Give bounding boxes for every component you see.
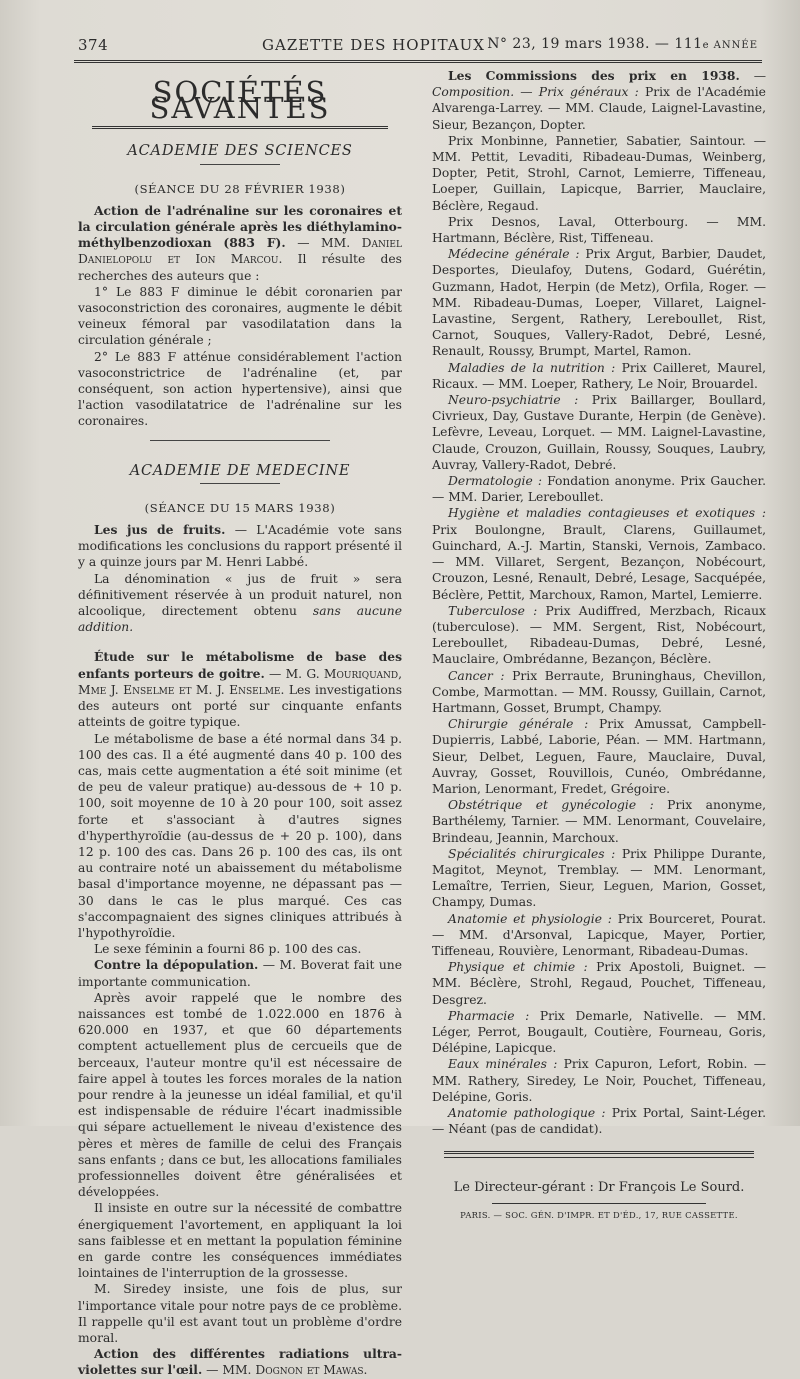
derm-text: Fondation anonyme. Prix Gaucher. — MM. Darier, Lereboullet. bbox=[432, 474, 766, 505]
article-adrenaline-lead: Il résulte des recherches des auteurs que : bbox=[78, 252, 402, 283]
directeur-gerant: Le Directeur-gérant : Dr François Le Sourd. bbox=[453, 1180, 745, 1196]
eaux-label: Eaux minérales : bbox=[448, 1057, 558, 1072]
obstetrique bbox=[432, 797, 766, 846]
medecine-generale-text: Prix Argut, Barbier, Daudet, Desportes, Dieulafoy, Dutens, Godard, Guérétin, Guzmann, Hadot, Herpin (de Metz), Orfila, Roger. — MM. Ribadeau-Dumas, Loeper, Villaret, Laignel-Lavastine, Sergent, Rathery, Lereboullet, Rist, Carnot, Souques, Vallery-Radot, Debré, Lesné, Renault, Roussy, Brumpt, Martel, Ramon. bbox=[432, 247, 766, 359]
anatomie bbox=[432, 911, 766, 960]
eaux-text: Prix Capuron, Lefort, Robin. — MM. Rathery, Siredey, Le Noir, Pouchet, Tiffeneau, Delépine, Goris. bbox=[432, 1057, 766, 1104]
article-adrenaline bbox=[78, 203, 402, 284]
anapath-label: Anatomie pathologique : bbox=[448, 1106, 606, 1120]
nutrition bbox=[432, 360, 766, 392]
phys-text: Prix Apostoli, Buignet. — MM. Béclère, Strohl, Regaud, Pouchet, Tiffeneau, Desgrez. bbox=[432, 960, 767, 1007]
article-jus-de-fruits bbox=[78, 522, 402, 571]
neuro-psychiatrie bbox=[432, 392, 766, 473]
gerant-rule bbox=[492, 1203, 706, 1204]
commissions-intro bbox=[432, 68, 766, 133]
end-rule bbox=[444, 1151, 754, 1154]
article-ultraviolet-authors: — MM. Dognon et Mawas. bbox=[206, 1363, 368, 1378]
academy-sciences-heading: ACADEMIE DES SCIENCES bbox=[127, 143, 353, 160]
section-rule bbox=[92, 126, 388, 129]
spec-label: Spécialités chirurgicales : bbox=[448, 846, 616, 861]
right-column bbox=[432, 68, 766, 1223]
spec-text: Prix Philippe Durante, Magitot, Meynot, Tremblay. — MM. Lenormant, Lemaître, Terrien, Sieur, Leguen, Marion, Gosset, Champy, Dumas. bbox=[432, 846, 766, 910]
medecine-generale bbox=[432, 246, 766, 359]
hyg-text: Prix Boulongne, Brault, Clarens, Guillaumet, Guinchard, A.-J. Martin, Stanski, Vernois, Zambaco. — MM. Villaret, Sergent, Bezançon, Nobécourt, Crouzon, Lesné, Renault, Debré, Lesage, Sacquépée, Béclère, Pettit, Marchoux, Ramon, Martel, Lemierre. bbox=[432, 522, 766, 602]
article-ultraviolet-title: Action des différentes radiations ultra-violettes sur l'œil. bbox=[78, 1346, 402, 1378]
cancer bbox=[432, 668, 766, 717]
adrenaline-point-1: 1° Le 883 F diminue le débit coronarien par vasoconstriction des coronaires, augmente le débit veineux fémoral par vasodilatation dans la circulation générale ; bbox=[78, 284, 402, 348]
eaux-minerales bbox=[432, 1056, 766, 1105]
cancer-label: Cancer : bbox=[448, 668, 505, 683]
article-depopulation-p3: Il insiste en outre sur la nécessité de combattre énergiquement l'avortement, en appliquant la loi sans faiblesse et en mettant la population féminine en garde contre les conséquences immédiates lointaines de l'interruption de la grossesse. bbox=[78, 1201, 402, 1281]
article-adrenaline-authors: — MM. Daniel Danielopolu et Ion Marcou. bbox=[78, 236, 402, 267]
article-goitre-text: Les investigations des auteurs ont porté sur cinquante enfants atteints de goitre typique. bbox=[78, 682, 402, 730]
anapath-text: Prix Portal, Saint-Léger. — Néant (pas de candidat). bbox=[432, 1106, 766, 1137]
prix-desnos: Prix Desnos, Laval, Otterbourg. — MM. Hartmann, Béclère, Rist, Tiffeneau. bbox=[432, 214, 766, 246]
article-depopulation-p4: M. Siredey insiste, une fois de plus, sur l'importance vitale pour notre pays de ce problème. Il rappelle qu'il est avant tout un problème d'ordre moral. bbox=[78, 1282, 402, 1346]
academy-medecine-heading: ACADEMIE DE MEDECINE bbox=[129, 462, 351, 479]
anat-label: Anatomie et physiologie : bbox=[448, 911, 612, 926]
commissions-composition: — Composition. — bbox=[432, 69, 766, 100]
chir-text: Prix Amussat, Campbell-Dupierris, Labbé, Laborie, Péan. — MM. Hartmann, Sieur, Delbet, Leguen, Faure, Mauclaire, Duval, Auvray, Gosset, Rouvillois, Cunéo, Ombrédanne, Marion, Lenormant, Fredet, Grégoire. bbox=[432, 717, 766, 796]
nutrition-text: Prix Cailleret, Maurel, Ricaux. — MM. Loeper, Rathery, Le Noir, Brouardel. bbox=[432, 360, 767, 391]
article-jus-p2 bbox=[78, 571, 402, 636]
obs-text: Prix anonyme, Barthélemy, Tarnier. — MM. Lenormant, Couvelaire, Brindeau, Jeannin, Marchoux. bbox=[432, 798, 766, 845]
tuberculose bbox=[432, 603, 766, 668]
derm-label: Dermatologie : bbox=[448, 474, 543, 489]
chir-label: Chirurgie générale : bbox=[448, 717, 589, 732]
prix-monbinne: Prix Monbinne, Pannetier, Sabatier, Saintour. — MM. Pettit, Levaditi, Ribadeau-Dumas, Weinberg, Dopter, Petit, Strohl, Carnot, Lemierre, Tiffeneau, Loeper, Guillain, Lapicque, Barrier, Mauclaire, Béclère, Regaud. bbox=[432, 133, 766, 213]
page-number: 374 bbox=[78, 36, 109, 54]
chirurgie bbox=[432, 716, 766, 797]
printer-line: PARIS. — SOC. GÉN. D'IMPR. ET D'ÉD., 17, RUE CASSETTE. bbox=[460, 1209, 738, 1220]
issue-main: N° 23, 19 mars 1938. — 111 bbox=[487, 36, 703, 52]
anat-text: Prix Bourceret, Pourat. — MM. d'Arsonval, Lapicque, Mayer, Portier, Tiffeneau, Rouvière, Lenormant, Ribadeau-Dumas. bbox=[432, 911, 766, 958]
adrenaline-point-2: 2° Le 883 F atténue considérablement l'action vasoconstrictrice de l'adrénaline (et, par conséquent, son action hypertensive), ainsi que l'action vasodilatatrice de l'adrénaline sur les coronaires. bbox=[78, 349, 402, 429]
physique bbox=[432, 959, 766, 1008]
pharm-text: Prix Demarle, Nativelle. — MM. Léger, Perrot, Bougault, Coutière, Fourneau, Goris, Délépine, Lapicque. bbox=[432, 1008, 766, 1056]
prix-generaux-text: Prix de l'Académie Alvarenga-Larrey. — MM. Claude, Laignel-Lavastine, Sieur, Bezançon, Dopter. bbox=[432, 85, 766, 132]
article-jus-title: Les jus de fruits. bbox=[94, 522, 226, 538]
article-goitre-title: Étude sur le métabolisme de base des enfants porteurs de goitre. bbox=[78, 649, 402, 681]
medecine-generale-label: Médecine générale : bbox=[448, 247, 580, 262]
article-jus-p2-text: La dénomination « jus de fruit » sera définitivement réservée à un produit naturel, non alcoolique, directement obtenu bbox=[78, 571, 402, 619]
prix-generaux-label: Prix généraux : bbox=[538, 85, 639, 100]
tub-text: Prix Audiffred, Merzbach, Ricaux (tuberculose). — MM. Sergent, Rist, Nobécourt, Lereboullet, Ribadeau-Dumas, Debré, Lesné, Mauclaire, Ombrédanne, Bezançon, Béclère. bbox=[432, 603, 766, 667]
issue-suffix: e ANNÉE bbox=[702, 40, 758, 51]
anatomie-pathologique bbox=[432, 1105, 766, 1137]
issue-line bbox=[487, 36, 758, 52]
neuro-text: Prix Baillarger, Boullard, Civrieux, Day, Gustave Durante, Herpin (de Genève). Lefèvre, Leveau, Lorquet. — MM. Laignel-Lavastine, Claude, Crouzon, Guillain, Roussy, Souques, Laubry, Auvray, Vallery-Radot, Debré. bbox=[432, 393, 766, 472]
separator-rule bbox=[150, 440, 330, 441]
article-goitre-authors: — M. G. Mouriquand, Mme J. Enselme et M. J. Enselme. bbox=[78, 666, 402, 697]
pharm-label: Pharmacie : bbox=[448, 1008, 530, 1023]
seance-sciences: (SÉANCE DU 28 FÉVRIER 1938) bbox=[134, 181, 346, 196]
hyg-label: Hygiène et maladies contagieuses et exotiques : bbox=[448, 506, 766, 521]
hygiene bbox=[432, 505, 766, 602]
section-title: SOCIÉTÉS SAVANTES bbox=[149, 75, 331, 126]
academy-rule bbox=[200, 164, 280, 165]
obs-label: Obstétrique et gynécologie : bbox=[448, 798, 654, 813]
end-rule-thin bbox=[444, 1157, 754, 1158]
article-adrenaline-title: Action de l'adrénaline sur les coronaires et la circulation générale après les diéthylamino-méthylbenzodioxan (883 F). bbox=[78, 202, 402, 251]
article-depopulation-authors: — M. Boverat fait une importante communication. bbox=[78, 958, 402, 989]
cancer-text: Prix Berraute, Bruninghaus, Chevillon, Combe, Marmottan. — MM. Roussy, Guillain, Carnot, Hartmann, Gosset, Brumpt, Champy. bbox=[432, 668, 766, 715]
header-rule bbox=[74, 60, 762, 63]
nutrition-label: Maladies de la nutrition : bbox=[448, 360, 616, 375]
neuro-label: Neuro-psychiatrie : bbox=[448, 393, 579, 408]
tub-label: Tuberculose : bbox=[448, 603, 538, 618]
article-jus-p2-em: sans aucune addition. bbox=[78, 604, 402, 635]
article-goitre-p2: Le métabolisme de base a été normal dans 34 p. 100 des cas. Il a été augmenté dans 40 p. 100 des cas, mais cette augmentation a été soit minime (et de peu de valeur pratique) au-dessous de + 10 p. 100, soit moyenne de 10 à 20 pour 100, soit assez forte et s'associant à d'autres signes d'hyperthyroïdie (au-dessus de + 20 p. 100), dans 12 p. 100 des cas. Dans 26 p. 100 des cas, ils ont au contraire noté un abaissement du métabolisme basal d'importance moyenne, ne dépassant pas — 30 dans le cas le plus marqué. Ces cas s'accompagnaient des signes cliniques attribués à l'hypothyroïdie. bbox=[78, 731, 402, 940]
article-jus-text: — L'Académie vote sans modifications les conclusions du rapport présenté il y a quinze jours par M. Henri Labbé. bbox=[78, 523, 402, 570]
article-depopulation-p2: Après avoir rappelé que le nombre des naissances est tombé de 1.022.000 en 1876 à 620.000 en 1937, et que 60 départements comptent actuellement plus de cercueils que de berceaux, l'auteur montre qu'il est nécessaire de faire appel à toutes les forces morales de la nation pour rendre à la jeunesse un idéal familial, et qu'il est indispensable de réduire l'écart inadmissible qui sépare actuellement le niveau d'existence des pères et mères de famille de celui des Français sans enfants ; dans ce but, les allocations familiales professionnelles doivent être généralisées et développées. bbox=[78, 990, 402, 1200]
commissions-title: Les Commissions des prix en 1938. bbox=[448, 68, 740, 83]
left-column bbox=[78, 68, 402, 1379]
specialites bbox=[432, 846, 766, 911]
article-ultraviolet bbox=[78, 1346, 402, 1378]
article-depopulation-title: Contre la dépopulation. bbox=[94, 957, 259, 973]
spacer bbox=[78, 635, 402, 649]
article-goitre bbox=[78, 649, 402, 730]
seance-medecine: (SÉANCE DU 15 MARS 1938) bbox=[144, 500, 336, 515]
running-head bbox=[62, 36, 768, 58]
academy-rule bbox=[200, 483, 280, 484]
journal-title: GAZETTE DES HOPITAUX bbox=[262, 36, 485, 54]
article-goitre-p3: Le sexe féminin a fourni 86 p. 100 des cas. bbox=[94, 942, 362, 957]
article-depopulation bbox=[78, 957, 402, 989]
pharmacie bbox=[432, 1008, 766, 1057]
dermatologie bbox=[432, 473, 766, 505]
phys-label: Physique et chimie : bbox=[448, 960, 588, 975]
